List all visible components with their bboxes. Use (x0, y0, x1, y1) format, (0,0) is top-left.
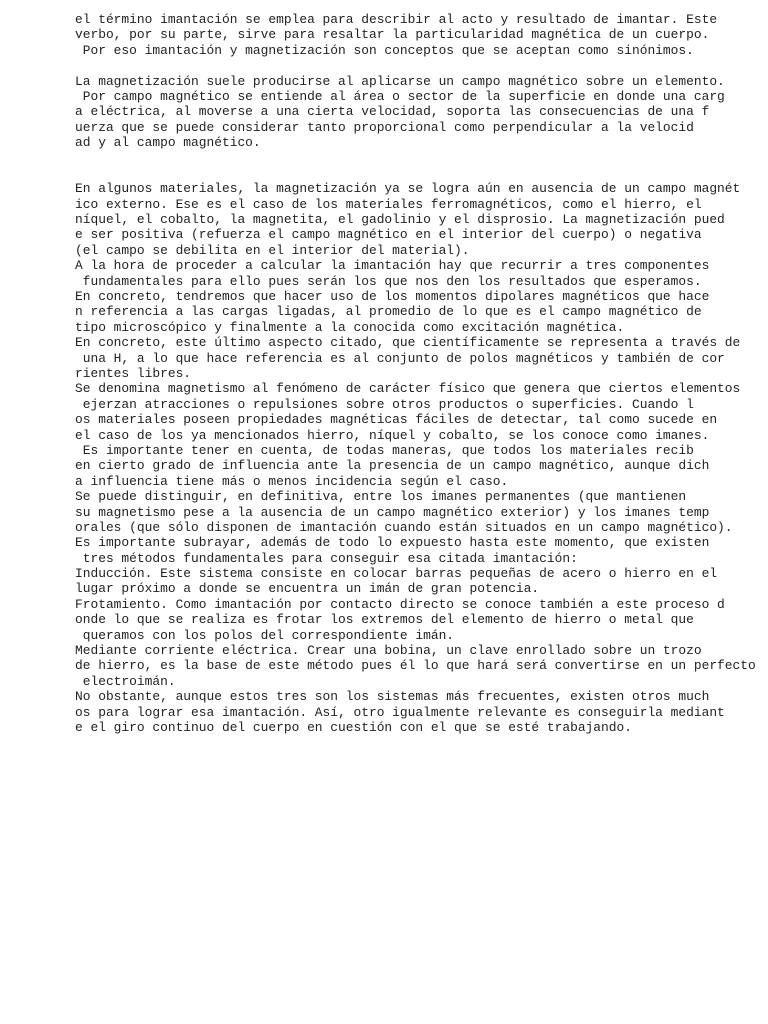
text-line: Mediante corriente eléctrica. Crear una bobina, un clave enrollado sobre un trozo (75, 643, 702, 659)
blank-line (75, 151, 755, 166)
text-line: a eléctrica, al moverse a una cierta velocidad, soporta las consecuencias de una f (75, 104, 710, 120)
text-line: A la hora de proceder a calcular la imantación hay que recurrir a tres componentes (75, 258, 710, 274)
document-page (75, 12, 755, 735)
blank-line (75, 166, 755, 181)
text-line: No obstante, aunque estos tres son los sistemas más frecuentes, existen otros much (75, 689, 710, 705)
text-line: Es importante tener en cuenta, de todas maneras, que todos los materiales recib (75, 442, 694, 458)
blank-line (75, 58, 755, 73)
text-line: queramos con los polos del correspondiente imán. (75, 627, 455, 643)
text-line: su magnetismo pese a la ausencia de un campo magnético exterior) y los imanes temp (75, 504, 710, 520)
text-line: orales (que sólo disponen de imantación cuando están situados en un campo magnético). (75, 519, 733, 535)
text-line: en cierto grado de influencia ante la presencia de un campo magnético, aunque dich (75, 458, 710, 474)
text-line: el término imantación se emplea para describir al acto y resultado de imantar. Este (75, 12, 718, 27)
text-line: lugar próximo a donde se encuentra un imán de gran potencia. (75, 581, 540, 597)
text-line: os materiales poseen propiedades magnéticas fáciles de detectar, tal como sucede en (75, 412, 718, 428)
text-line: verbo, por su parte, sirve para resaltar la particularidad magnética de un cuerpo. (75, 27, 710, 43)
text-line: fundamentales para ello pues serán los que nos den los resultados que esperamos. (75, 273, 702, 289)
text-line: onde lo que se realiza es frotar los extremos del elemento de hierro o metal que (75, 612, 694, 628)
text-line: Se denomina magnetismo al fenómeno de carácter físico que genera que ciertos elementos (75, 381, 741, 397)
text-line: e el giro continuo del cuerpo en cuestión con el que se esté trabajando. (75, 719, 632, 735)
text-line: una H, a lo que hace referencia es al conjunto de polos magnéticos y también de cor (75, 350, 725, 366)
text-line: Por eso imantación y magnetización son conceptos que se aceptan como sinónimos. (75, 42, 694, 58)
text-line: e ser positiva (refuerza el campo magnético en el interior del cuerpo) o negativa (75, 227, 702, 243)
text-line: tipo microscópico y finalmente a la conocida como excitación magnética. (75, 319, 625, 335)
text-line: de hierro, es la base de este método pues él lo que hará será convertirse en un perfecto (75, 658, 756, 674)
text-line: uerza que se puede considerar tanto proporcional como perpendicular a la velocid (75, 119, 694, 135)
text-line: Por campo magnético se entiende al área o sector de la superficie en donde una carg (75, 88, 725, 104)
text-line: n referencia a las cargas ligadas, al promedio de lo que es el campo magnético de (75, 304, 702, 320)
text-line: el caso de los ya mencionados hierro, níquel y cobalto, se los conoce como imanes. (75, 427, 710, 443)
text-line: En concreto, tendremos que hacer uso de los momentos dipolares magnéticos que hace (75, 289, 710, 305)
text-line: (el campo se debilita en el interior del material). (75, 242, 470, 258)
text-line: níquel, el cobalto, la magnetita, el gadolinio y el disprosio. La magnetización pued (75, 212, 725, 228)
text-line: ejerzan atracciones o repulsiones sobre otros productos o superficies. Cuando l (75, 396, 694, 412)
text-line: rientes libres. (75, 365, 192, 381)
text-line: os para lograr esa imantación. Así, otro igualmente relevante es conseguirla mediant (75, 704, 725, 720)
text-line: a influencia tiene más o menos incidencia según el caso. (75, 473, 509, 489)
text-line: tres métodos fundamentales para conseguir esa citada imantación: (75, 550, 578, 566)
text-line: La magnetización suele producirse al aplicarse un campo magnético sobre un elemento. (75, 73, 725, 89)
text-line: Se puede distinguir, en definitiva, entre los imanes permanentes (que mantienen (75, 489, 687, 505)
text-line: ico externo. Ese es el caso de los materiales ferromagnéticos, como el hierro, el (75, 196, 702, 212)
text-line: En concreto, este último aspecto citado, que científicamente se representa a través de (75, 335, 741, 351)
text-line: Frotamiento. Como imantación por contacto directo se conoce también a este proceso d (75, 596, 725, 612)
text-line: ad y al campo magnético. (75, 135, 261, 151)
text-line: Inducción. Este sistema consiste en colocar barras pequeñas de acero o hierro en el (75, 566, 718, 582)
text-line: electroimán. (75, 673, 176, 689)
text-line: En algunos materiales, la magnetización ya se logra aún en ausencia de un campo magnét (75, 181, 741, 197)
text-line: Es importante subrayar, además de todo lo expuesto hasta este momento, que existen (75, 535, 710, 551)
